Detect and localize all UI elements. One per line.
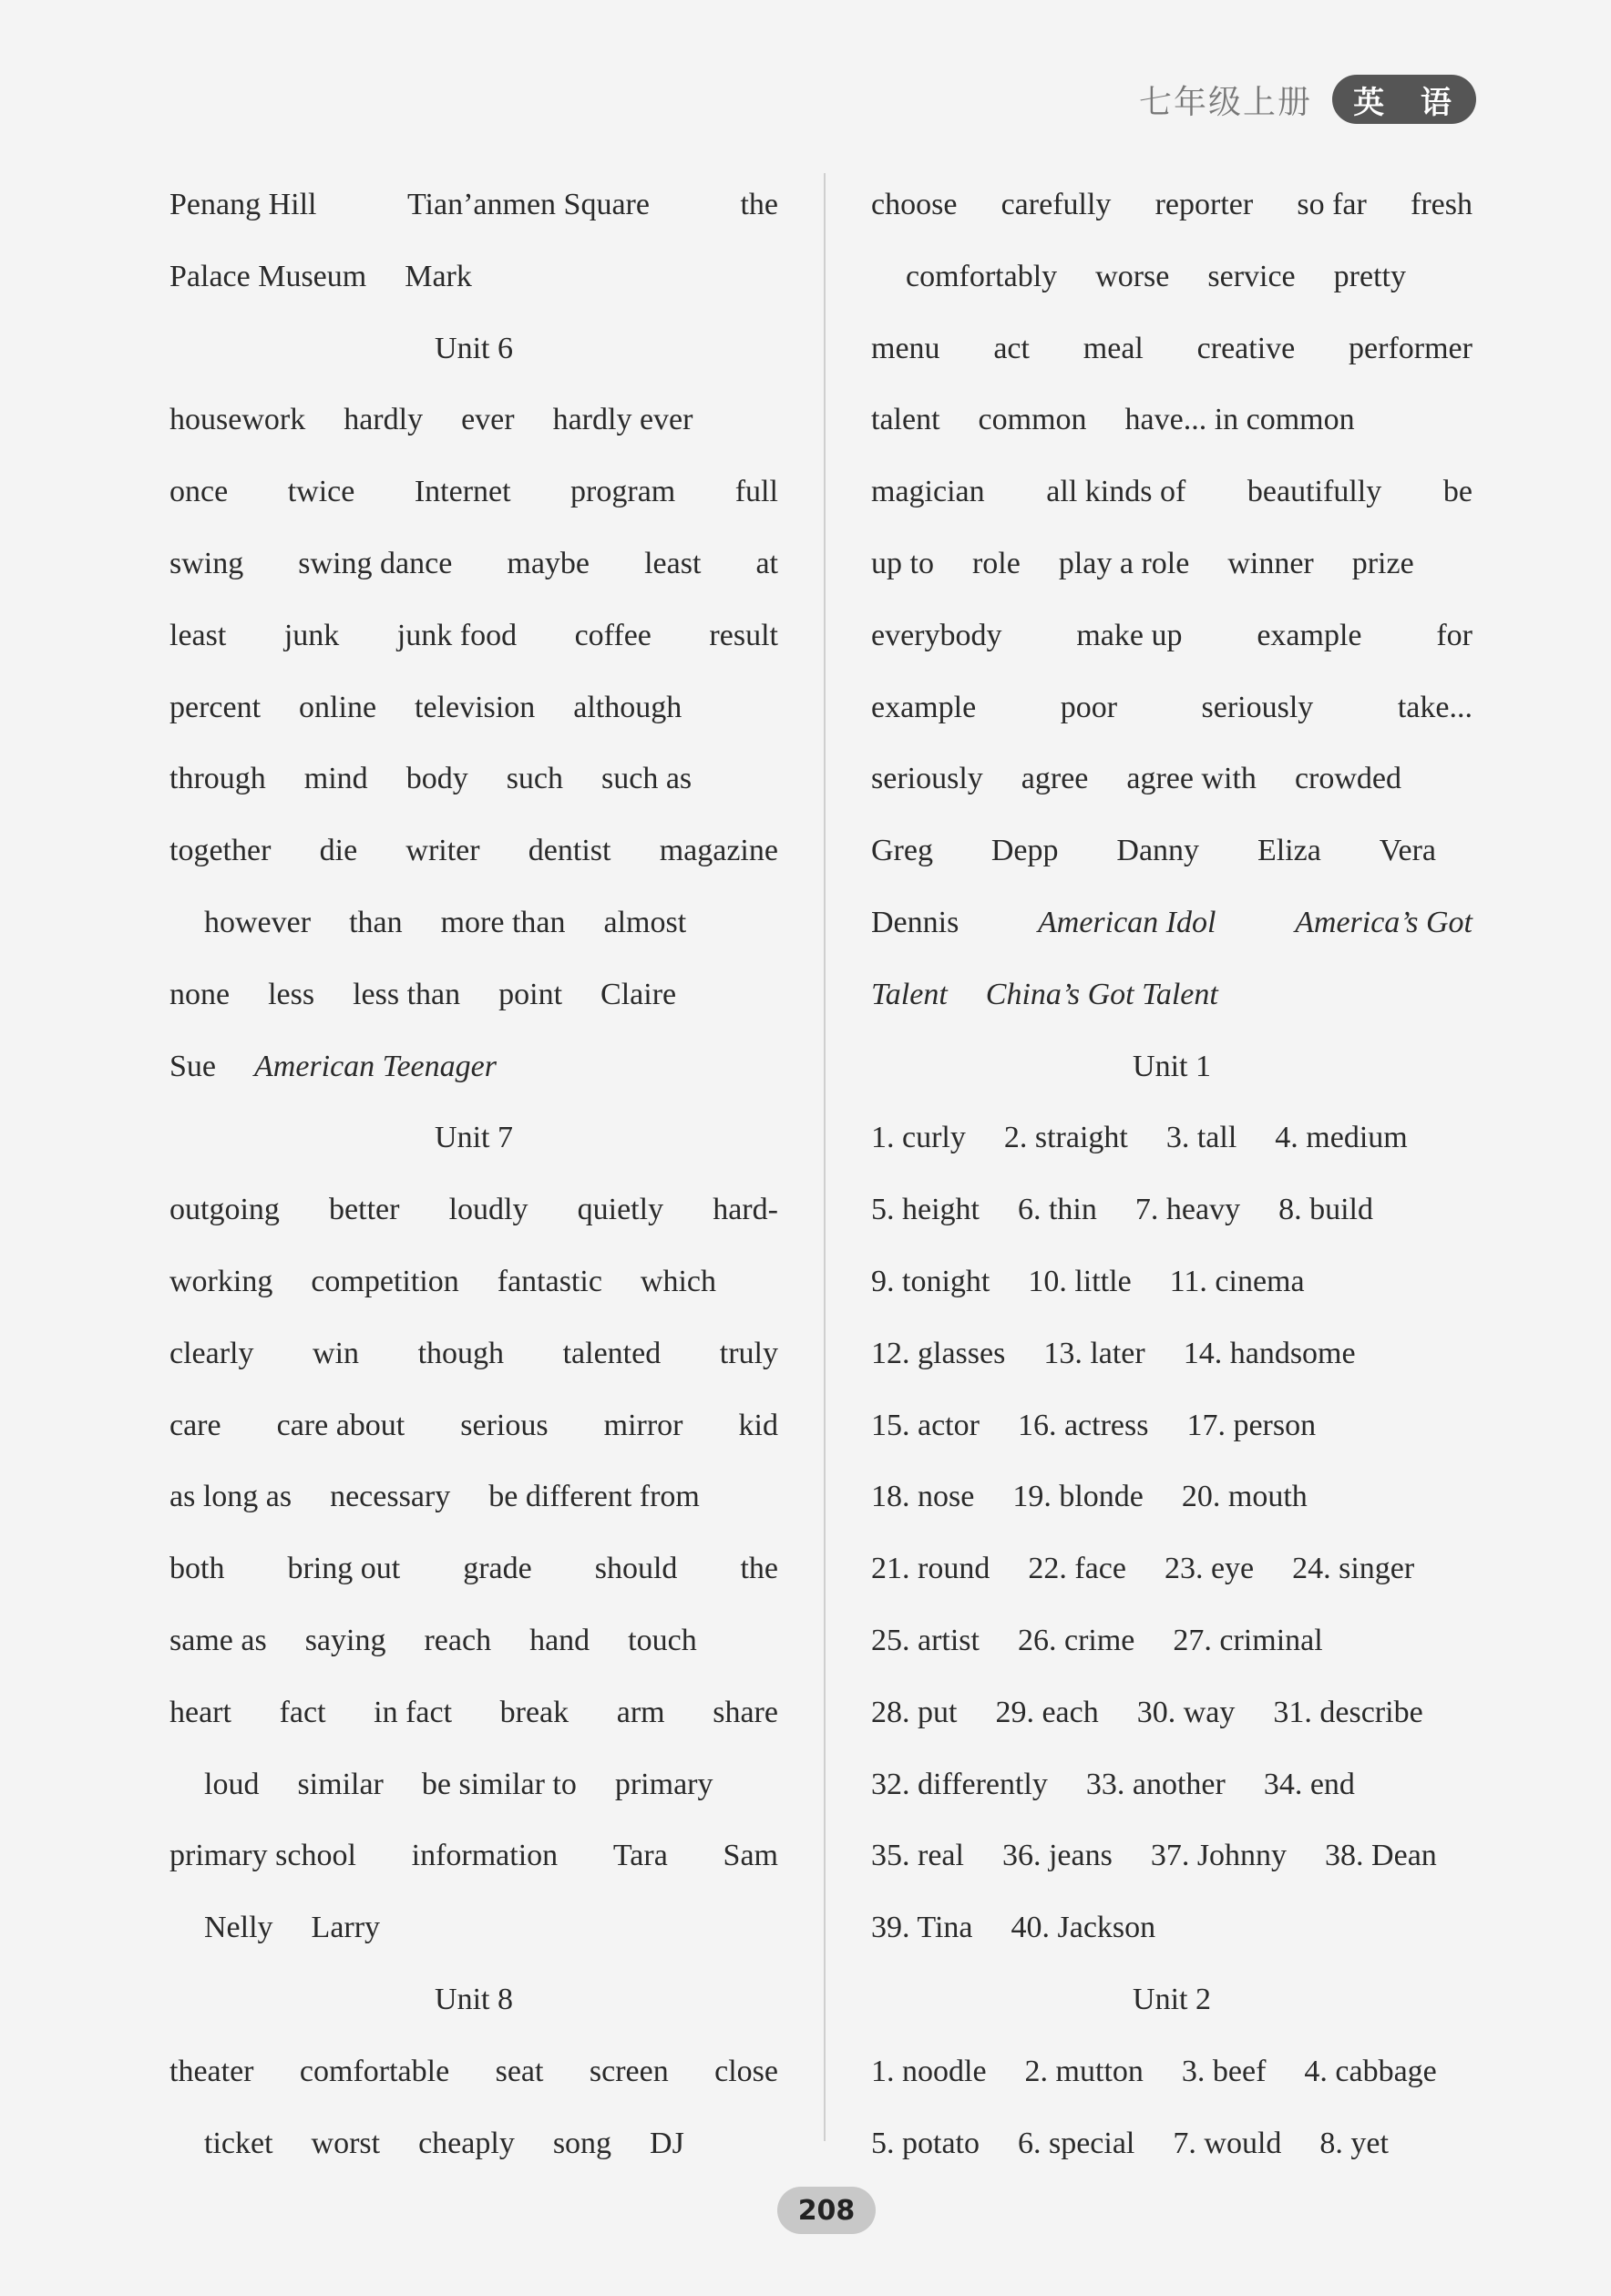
text-line	[169, 1461, 778, 1533]
answer: 15. actor	[871, 1408, 980, 1442]
answer-line	[871, 2036, 1472, 2108]
answer: 36. jeans	[1001, 1839, 1113, 1873]
answer: 33. another	[1085, 1767, 1226, 1801]
text-line	[169, 169, 778, 241]
word: than	[349, 905, 403, 939]
word: arm	[616, 1695, 665, 1729]
answer: 4. cabbage	[1304, 2054, 1437, 2088]
word: seriously	[1201, 690, 1314, 724]
unit-2-title	[871, 1964, 1472, 2036]
word: agree with	[1126, 762, 1257, 796]
page-number: 208	[777, 2187, 876, 2234]
word: hard-	[713, 1193, 778, 1227]
word: winner	[1227, 546, 1314, 580]
word: agree	[1021, 762, 1089, 796]
answer: 12. glasses	[871, 1336, 1006, 1370]
answer: 1. curly	[871, 1121, 966, 1155]
word: point	[498, 977, 563, 1011]
text-line	[871, 241, 1472, 313]
word: quietly	[577, 1193, 664, 1227]
word: prize	[1351, 546, 1414, 580]
answer-line	[871, 1749, 1472, 1821]
word: pretty	[1333, 259, 1406, 293]
answer: 8. yet	[1319, 2126, 1389, 2160]
answer-line	[871, 1892, 1472, 1964]
word: saying	[304, 1623, 386, 1657]
word: theater	[169, 2054, 254, 2088]
word: creative	[1196, 331, 1296, 365]
title-italic: American Idol	[1038, 905, 1216, 939]
word: in fact	[374, 1695, 453, 1729]
word: same as	[169, 1623, 267, 1657]
answer: 5. height	[871, 1193, 980, 1227]
word: hand	[529, 1623, 590, 1657]
text-line	[169, 1031, 778, 1103]
word: worse	[1095, 259, 1170, 293]
answer-line	[871, 1390, 1472, 1462]
word: Sam	[723, 1839, 778, 1873]
answer: 17. person	[1186, 1408, 1317, 1442]
word: loudly	[448, 1193, 528, 1227]
word: almost	[603, 905, 687, 939]
text-line	[871, 672, 1472, 744]
page-header	[1139, 75, 1476, 124]
word: should	[594, 1552, 678, 1586]
title-italic: Talent	[871, 977, 948, 1011]
answer: 2. straight	[1003, 1121, 1128, 1155]
word: mind	[303, 762, 368, 796]
word: similar	[297, 1767, 384, 1801]
answer-line	[871, 1533, 1472, 1605]
word: so far	[1297, 188, 1367, 221]
word: fantastic	[497, 1264, 602, 1298]
word: menu	[871, 331, 940, 365]
word: care about	[276, 1408, 405, 1442]
word: Tara	[612, 1839, 668, 1873]
word: poor	[1060, 690, 1118, 724]
word: die	[319, 834, 358, 868]
text-line	[169, 743, 778, 815]
word: result	[709, 618, 778, 652]
answer: 39. Tina	[871, 1911, 973, 1945]
answer: 32. differently	[871, 1767, 1048, 1801]
title-italic: American Teenager	[254, 1049, 497, 1083]
word: magician	[871, 475, 985, 509]
word: information	[411, 1839, 559, 1873]
word: swing	[169, 546, 244, 580]
answer: 8. build	[1278, 1193, 1373, 1227]
word: DJ	[650, 2126, 684, 2160]
word: up to	[871, 546, 934, 580]
subject-badge: 英 语	[1332, 75, 1476, 124]
text-line	[169, 1892, 778, 1964]
answer: 29. each	[995, 1695, 1099, 1729]
word: television	[415, 690, 536, 724]
word: Sue	[169, 1049, 216, 1083]
word: twice	[287, 475, 355, 509]
word: worst	[311, 2126, 381, 2160]
word: comfortable	[299, 2054, 450, 2088]
word: at	[755, 546, 778, 580]
answer: 37. Johnny	[1150, 1839, 1288, 1873]
answer: 31. describe	[1273, 1695, 1423, 1729]
answer: 18. nose	[871, 1480, 975, 1514]
title-italic: China’s Got Talent	[985, 977, 1218, 1011]
answer: 22. face	[1028, 1552, 1126, 1586]
text-line	[871, 313, 1472, 385]
answer-line	[871, 1820, 1472, 1892]
text-line	[871, 959, 1472, 1031]
answer: 1. noodle	[871, 2054, 987, 2088]
word: care	[169, 1408, 221, 1442]
text-line	[169, 1246, 778, 1318]
word: the	[740, 1552, 778, 1586]
text-line	[871, 743, 1472, 815]
word: hardly	[344, 403, 424, 437]
word: Internet	[414, 475, 511, 509]
word: comfortably	[906, 259, 1058, 293]
text-line	[169, 1749, 778, 1821]
answer-line	[871, 1174, 1472, 1246]
answer: 7. would	[1173, 2126, 1282, 2160]
word: primary school	[169, 1839, 356, 1873]
word: serious	[460, 1408, 549, 1442]
answer: 19. blonde	[1012, 1480, 1144, 1514]
text-line	[169, 1174, 778, 1246]
answer: 38. Dean	[1325, 1839, 1437, 1873]
answer: 6. special	[1017, 2126, 1135, 2160]
answer: 2. mutton	[1024, 2054, 1144, 2088]
word: truly	[719, 1336, 778, 1370]
answer: 3. beef	[1181, 2054, 1267, 2088]
word: writer	[405, 834, 480, 868]
word: talent	[871, 403, 940, 437]
answer: 30. way	[1136, 1695, 1236, 1729]
word: close	[714, 2054, 778, 2088]
text-line	[871, 887, 1472, 959]
text-line	[871, 600, 1472, 672]
text-line	[169, 1318, 778, 1390]
column-divider	[824, 173, 826, 2141]
word: outgoing	[169, 1193, 280, 1227]
word: seriously	[871, 762, 983, 796]
word: necessary	[330, 1480, 451, 1514]
unit-8-title	[169, 1964, 778, 2036]
word: Nelly	[204, 1911, 273, 1945]
word: none	[169, 977, 231, 1011]
unit-title: Unit 8	[435, 1982, 513, 2016]
word: example	[871, 690, 977, 724]
text-line	[871, 815, 1472, 887]
word: grade	[463, 1552, 532, 1586]
answer: 5. potato	[871, 2126, 980, 2160]
word: though	[417, 1336, 505, 1370]
text-line	[169, 672, 778, 744]
answer: 3. tall	[1165, 1121, 1237, 1155]
word: reporter	[1154, 188, 1254, 221]
word: ticket	[204, 2126, 273, 2160]
word: make up	[1076, 618, 1183, 652]
word: all kinds of	[1046, 475, 1186, 509]
word: bring out	[287, 1552, 401, 1586]
word: touch	[628, 1623, 697, 1657]
word: competition	[311, 1264, 459, 1298]
word: screen	[589, 2054, 669, 2088]
answer-line	[871, 1677, 1472, 1749]
word: Penang Hill	[169, 188, 317, 221]
word: percent	[169, 690, 262, 724]
word: magazine	[659, 834, 778, 868]
word: fresh	[1411, 188, 1472, 221]
unit-title: Unit 2	[1133, 1982, 1211, 2016]
text-line	[169, 887, 778, 959]
word: Claire	[600, 977, 677, 1011]
word: more than	[440, 905, 566, 939]
word: performer	[1349, 331, 1472, 365]
unit-title: Unit 7	[435, 1121, 513, 1155]
text-line	[169, 1605, 778, 1677]
text-line	[169, 528, 778, 600]
word: however	[204, 905, 312, 939]
unit-1-title	[871, 1031, 1472, 1103]
word: program	[570, 475, 676, 509]
word: once	[169, 475, 229, 509]
word: Mark	[405, 259, 472, 293]
text-line	[871, 456, 1472, 528]
answer-line	[871, 2108, 1472, 2180]
text-line	[169, 241, 778, 313]
text-line	[169, 959, 778, 1031]
unit-title: Unit 1	[1133, 1049, 1211, 1083]
word: which	[640, 1264, 717, 1298]
text-line	[169, 2108, 778, 2180]
answer: 21. round	[871, 1552, 990, 1586]
word: online	[299, 690, 377, 724]
answer: 7. heavy	[1134, 1193, 1241, 1227]
text-line	[169, 2036, 778, 2108]
word: ever	[461, 403, 515, 437]
answer-line	[871, 1318, 1472, 1390]
word: Greg	[871, 834, 933, 868]
word: cheaply	[418, 2126, 515, 2160]
word: be different from	[488, 1480, 700, 1514]
answer-line	[871, 1605, 1472, 1677]
answer: 28. put	[871, 1695, 958, 1729]
text-line	[871, 528, 1472, 600]
word: crowded	[1294, 762, 1401, 796]
word: everybody	[871, 618, 1002, 652]
word: less than	[353, 977, 461, 1011]
word: as long as	[169, 1480, 292, 1514]
left-column	[169, 169, 778, 2179]
answer: 11. cinema	[1169, 1264, 1305, 1298]
word: common	[978, 403, 1087, 437]
word: mirror	[603, 1408, 683, 1442]
word: Dennis	[871, 905, 959, 939]
word: service	[1207, 259, 1296, 293]
unit-title: Unit 6	[435, 331, 513, 365]
word: Eliza	[1257, 834, 1321, 868]
text-line	[169, 815, 778, 887]
word: primary	[614, 1767, 713, 1801]
word: fact	[279, 1695, 326, 1729]
word: loud	[204, 1767, 260, 1801]
answer: 40. Jackson	[1011, 1911, 1156, 1945]
word: junk	[283, 618, 340, 652]
word: Depp	[990, 834, 1059, 868]
answer: 9. tonight	[871, 1264, 990, 1298]
unit-7-title	[169, 1102, 778, 1174]
word: break	[499, 1695, 569, 1729]
answer: 26. crime	[1017, 1623, 1135, 1657]
word: Palace Museum	[169, 259, 367, 293]
word: reach	[424, 1623, 492, 1657]
answer: 10. little	[1028, 1264, 1132, 1298]
grade-label: 七年级上册	[1138, 83, 1312, 120]
text-line	[169, 1533, 778, 1605]
unit-6-title	[169, 313, 778, 385]
word: play a role	[1058, 546, 1190, 580]
word: Danny	[1116, 834, 1200, 868]
word: such as	[601, 762, 693, 796]
answer: 14. handsome	[1183, 1336, 1356, 1370]
word: for	[1436, 618, 1472, 652]
word: meal	[1083, 331, 1144, 365]
word: swing dance	[298, 546, 453, 580]
word: least	[169, 618, 227, 652]
answer-line	[871, 1102, 1472, 1174]
word: although	[573, 690, 682, 724]
right-column	[871, 169, 1472, 2179]
answer: 6. thin	[1017, 1193, 1097, 1227]
word: win	[313, 1336, 360, 1370]
answer: 35. real	[871, 1839, 964, 1873]
word: junk food	[396, 618, 518, 652]
word: song	[552, 2126, 612, 2160]
answer: 16. actress	[1017, 1408, 1149, 1442]
word: working	[169, 1264, 273, 1298]
answer: 4. medium	[1275, 1121, 1408, 1155]
word: dentist	[528, 834, 611, 868]
answer: 25. artist	[871, 1623, 980, 1657]
word: seat	[495, 2054, 544, 2088]
word: less	[268, 977, 315, 1011]
word: housework	[169, 403, 306, 437]
word: least	[644, 546, 702, 580]
word: carefully	[1000, 188, 1112, 221]
word: full	[734, 475, 778, 509]
text-line	[871, 169, 1472, 241]
word: together	[169, 834, 272, 868]
word: coffee	[574, 618, 652, 652]
word: Vera	[1379, 834, 1436, 868]
word: beautifully	[1247, 475, 1382, 509]
answer: 27. criminal	[1173, 1623, 1323, 1657]
answer-line	[871, 1461, 1472, 1533]
word: example	[1257, 618, 1362, 652]
answer: 34. end	[1263, 1767, 1355, 1801]
word: both	[169, 1552, 225, 1586]
text-line	[169, 384, 778, 456]
text-line	[169, 1820, 778, 1892]
word: have... in common	[1124, 403, 1355, 437]
word: Larry	[311, 1911, 381, 1945]
word: hardly ever	[552, 403, 693, 437]
word: choose	[871, 188, 958, 221]
word: share	[713, 1695, 778, 1729]
word: the	[740, 188, 778, 221]
title-italic: America’s Got	[1295, 905, 1472, 939]
word: maybe	[507, 546, 590, 580]
answer: 23. eye	[1164, 1552, 1255, 1586]
word: Tian’anmen Square	[406, 188, 650, 221]
text-line	[169, 1677, 778, 1749]
word: be similar to	[421, 1767, 577, 1801]
answer-line	[871, 1246, 1472, 1318]
text-line	[169, 1390, 778, 1462]
word: kid	[738, 1408, 778, 1442]
word: take...	[1397, 690, 1472, 724]
word: through	[169, 762, 266, 796]
word: clearly	[169, 1336, 254, 1370]
word: such	[506, 762, 564, 796]
word: heart	[169, 1695, 231, 1729]
word: role	[971, 546, 1021, 580]
word: better	[329, 1193, 400, 1227]
answer: 20. mouth	[1181, 1480, 1308, 1514]
word: talented	[562, 1336, 662, 1370]
word: act	[993, 331, 1030, 365]
word: be	[1442, 475, 1472, 509]
text-line	[871, 384, 1472, 456]
answer: 24. singer	[1292, 1552, 1415, 1586]
answer: 13. later	[1043, 1336, 1145, 1370]
text-line	[169, 600, 778, 672]
word: body	[405, 762, 468, 796]
text-line	[169, 456, 778, 528]
